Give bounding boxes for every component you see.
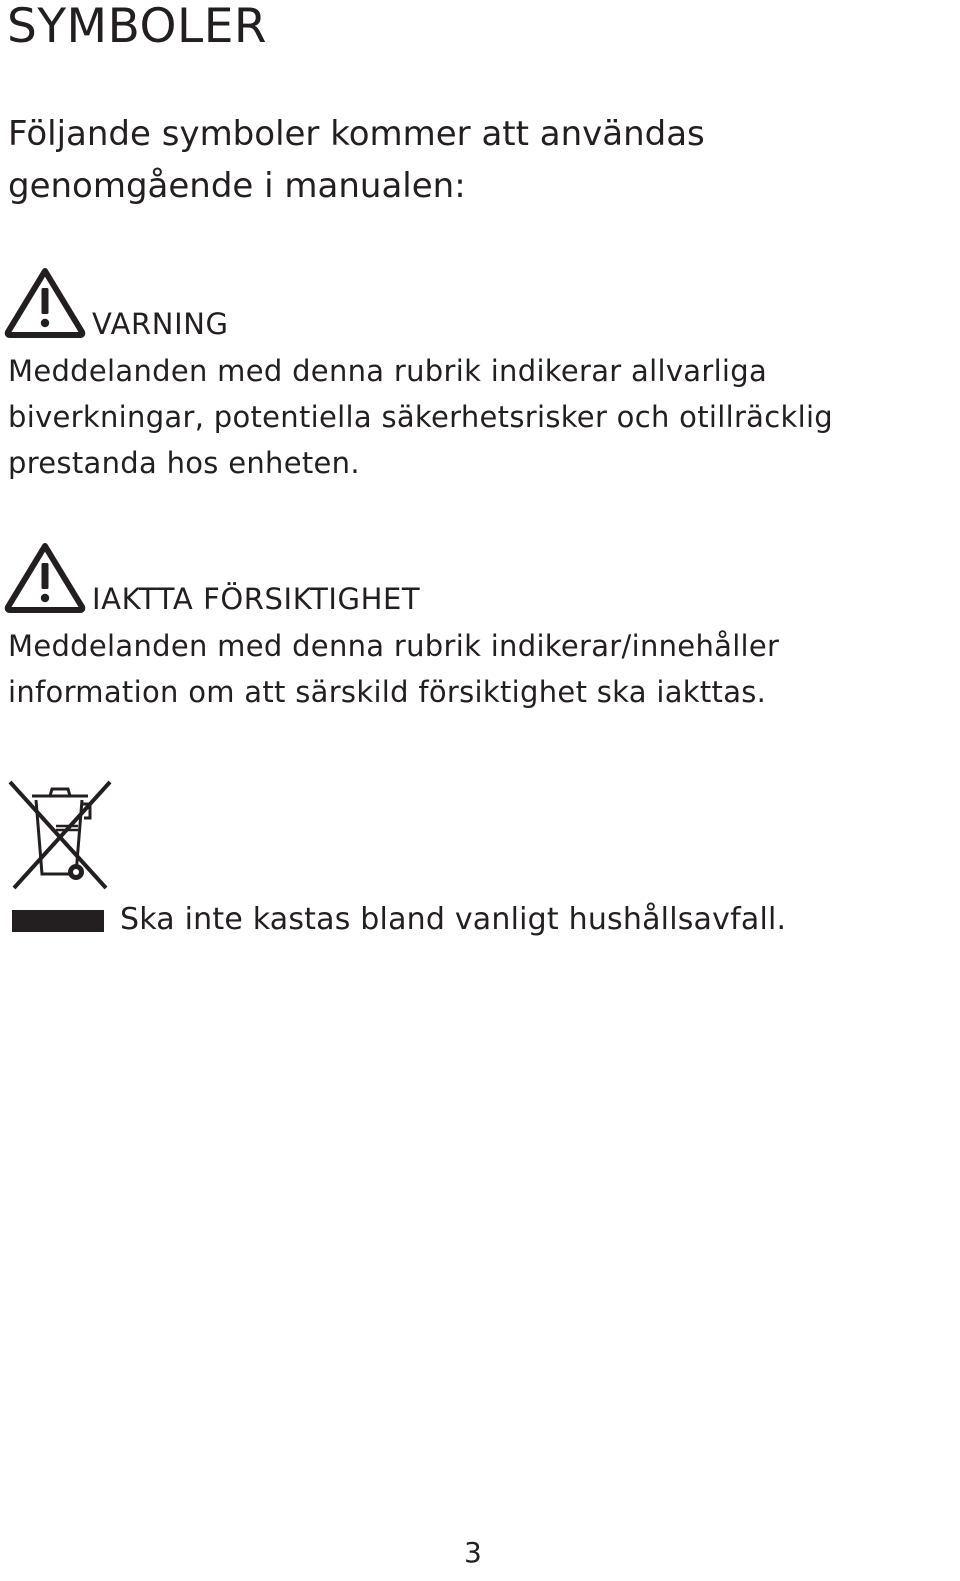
warning-body: Meddelanden med denna rubrik indikerar allvarliga biverkningar, potentiella säkerhetsrisker och otillräcklig prestanda hos enheten. bbox=[8, 354, 834, 480]
caution-body: Meddelanden med denna rubrik indikerar/innehåller information om att särskild försiktighet ska iakttas. bbox=[8, 629, 780, 709]
caution-triangle-icon bbox=[4, 541, 86, 613]
caution-heading: IAKTTA FÖRSIKTIGHET bbox=[92, 582, 421, 616]
disposal-text: Ska inte kastas bland vanligt hushållsavfall. bbox=[120, 902, 787, 937]
page-title: SYMBOLER bbox=[7, 0, 268, 54]
warning-triangle-icon bbox=[4, 266, 86, 338]
intro-text: Följande symboler kommer att användas genomgående i manualen: bbox=[8, 114, 705, 206]
page-number: 3 bbox=[464, 1536, 482, 1569]
warning-heading: VARNING bbox=[92, 307, 229, 341]
crossed-out-wheelie-bin-icon bbox=[4, 774, 114, 894]
weee-bar bbox=[12, 910, 104, 932]
